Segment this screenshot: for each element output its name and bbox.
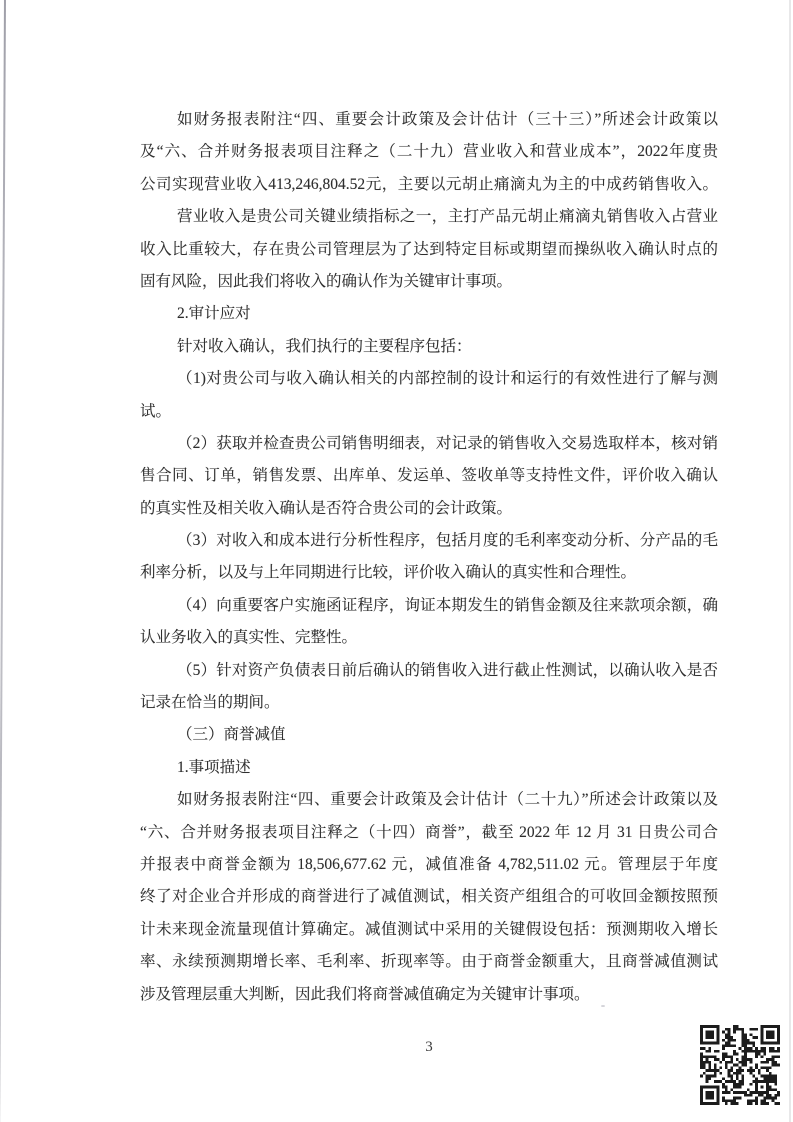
scan-edge-artifact-left (0, 0, 6, 1122)
text-line: 售合同、订单，销售发票、出库单、发运单、签收单等支持性文件，评价收入确认 (140, 467, 718, 485)
page-number: 3 (425, 1039, 433, 1055)
scan-edge-artifact-right (789, 0, 791, 1122)
text-line: （三）商誉减值 (177, 726, 286, 744)
text-line: 计未来现金流量现值计算确定。减值测试中采用的关键假设包括：预测期收入增长 (140, 920, 718, 938)
text-line: 1.事项描述 (177, 758, 251, 776)
text-line: 率、永续预测期增长率、毛利率、折现率等。由于商誉金额重大，且商誉减值测试 (140, 953, 718, 971)
text-line: 公司实现营业收入413,246,804.52元，主要以元胡止痛滴丸为主的中成药销售收入。 (140, 175, 718, 193)
text-line: 终了对企业合并形成的商誉进行了减值测试，相关资产组组合的可收回金额按照预 (140, 888, 718, 906)
text-line: （5）针对资产负债表日前后确认的销售收入进行截止性测试，以确认收入是否 (177, 661, 718, 679)
qr-code-icon (700, 1025, 780, 1105)
text-line: 固有风险，因此我们将收入的确认作为关键审计事项。 (140, 272, 513, 290)
document-text (140, 104, 718, 1011)
text-line: 营业收入是贵公司关键业绩指标之一，主打产品元胡止痛滴丸销售收入占营业 (177, 208, 718, 226)
text-line: （3）对收入和成本进行分析性程序，包括月度的毛利率变动分析、分产品的毛 (177, 532, 718, 550)
text-line: 针对收入确认，我们执行的主要程序包括： (177, 337, 472, 355)
text-line: （2）获取并检查贵公司销售明细表，对记录的销售收入交易选取样本，核对销 (177, 434, 718, 452)
text-line: 涉及管理层重大判断，因此我们将商誉减值确定为关键审计事项。 (140, 985, 590, 1003)
text-line: 如财务报表附注“四、重要会计政策及会计估计（三十三）”所述会计政策以 (177, 111, 718, 128)
text-line: 如财务报表附注“四、重要会计政策及会计估计（二十九）”所述会计政策以及 (177, 791, 718, 809)
text-line: 试。 (140, 402, 172, 420)
text-line: 及“六、合并财务报表项目注释之（二十九）营业收入和营业成本”，2022年度贵 (140, 143, 718, 161)
text-line: 认业务收入的真实性、完整性。 (140, 629, 358, 647)
text-line: 收入比重较大，存在贵公司管理层为了达到特定目标或期望而操纵收入确认时点的 (140, 240, 718, 258)
text-line: （1)对贵公司与收入确认相关的内部控制的设计和运行的有效性进行了解与测 (177, 370, 718, 388)
text-line: （4）向重要客户实施函证程序，询证本期发生的销售金额及往来款项余额，确 (177, 596, 718, 614)
text-line: 利率分析，以及与上年同期进行比较，评价收入确认的真实性和合理性。 (140, 564, 637, 582)
text-line: “六、合并财务报表项目注释之（十四）商誉”，截至 2022 年 12 月 31 日贵公司合 (140, 823, 718, 841)
text-line: 并报表中商誉金额为 18,506,677.62 元，减值准备 4,782,511.02 元。管理层于年度 (140, 855, 718, 873)
text-line: 的真实性及相关收入确认是否符合贵公司的会计政策。 (140, 499, 513, 517)
text-line: 记录在恰当的期间。 (140, 694, 280, 712)
text-line: 2.审计应对 (177, 305, 251, 323)
